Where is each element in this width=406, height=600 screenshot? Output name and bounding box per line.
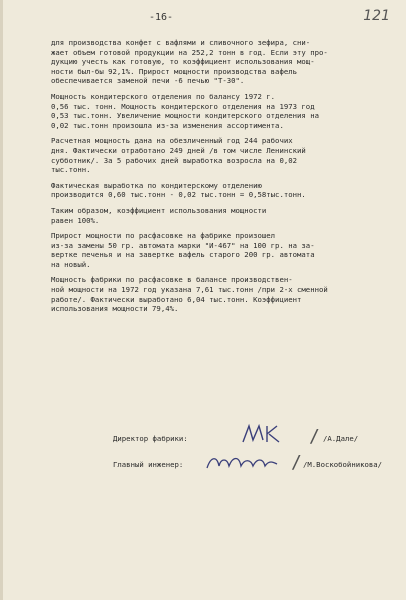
paragraph: Мощность фабрики по расфасовке в балансе производствен- ной мощности на 1972 год указана 7,61 тыс.тонн /при 2-х сменной работе/. Фактически выработано 6,04 тыс.тонн. Коэффициент использования мощности 79,4%. [51,275,328,314]
paragraph: Фактическая выработка по кондитерскому отделению производится 0,60 тыс.тонн - 0,02 тыс.тонн = 0,58тыс.тонн. [51,180,306,200]
engineer-title: Главный инженер: [113,460,184,469]
archive-page-number: 121 [363,8,390,24]
signature-separator: / [291,452,302,473]
paragraph: Прирост мощности по расфасовке на фабрике произошел из-за замены 50 гр. автомата марки "И-467" на 100 гр. на за- вертке печенья и на завертке вафель старого 200 гр. автомата на новый. [51,231,315,269]
paragraph: Мощность кондитерского отделения по балансу 1972 г. 0,56 тыс. тонн. Мощность кондитерского отделения на 1973 год 0,53 тыс.тонн. Увеличение мощности кондитерского отделения на 0,02 тыс.тонн произошла из-за изменения ассортимента. [51,91,319,130]
director-name: /А.Дале/ [323,434,359,443]
paragraph: для производства конфет с вафлями и сливочного зефира, сни- жает объем готовой продукции на 252,2 тонн в год. Если эту про- дукцию учесть как готовую, то коэффициент использования мощ- ности был-бы 92,1%. Прирост мощности производства вафель обеспечивается заменой печи -6 печью "Т-30". [51,38,328,86]
engineer-name: /М.Воскобойникова/ [303,460,383,469]
paragraph: Расчетная мощность дана на обезличенный год 244 рабочих дня. Фактически отработано 249 дней /в том числе Ленинский субботник/. За 5 рабочих дней выработка возросла на 0,02 тыс.тонн. [51,136,306,175]
page-folio: -16- [149,12,174,23]
signature-block [113,426,393,482]
director-title: Директор фабрики: [113,434,188,443]
engineer-handwritten-signature [205,450,279,474]
signature-separator: / [309,426,320,447]
document-body [51,38,385,320]
paragraph: Таким образом, коэффициент использования мощности равен 100%. [51,205,267,225]
engineer-signature-row [113,452,393,482]
director-handwritten-signature [241,422,287,446]
